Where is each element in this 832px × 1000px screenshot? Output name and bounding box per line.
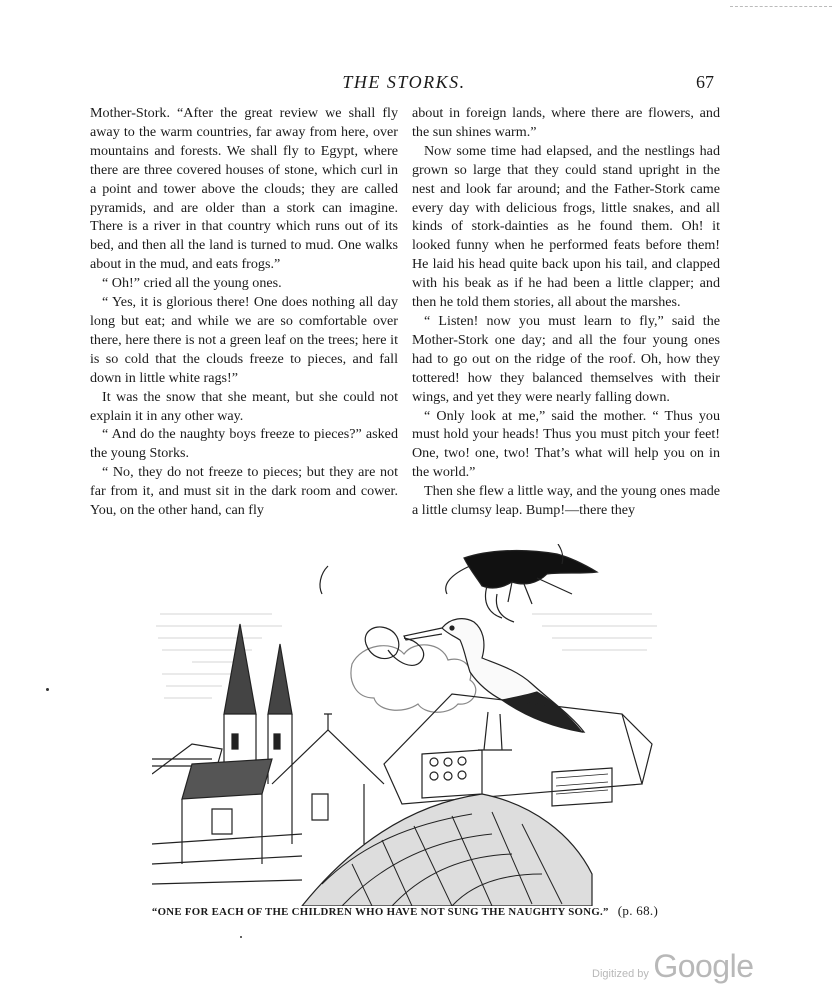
paragraph: Mother-Stork. “After the great review we shall fly away to the warm countries, far away from here, over mountains and forests. We shall fly to Egypt, where there are three covered houses of stone, which curl in a point and tower above the clouds; they are called pyramids, and are older than a stork can imagine. There is a river in that country which runs out of its bed, and then all the land is turned to mud. One walks about in the mud, and eats frogs.” (90, 105, 398, 273)
paragraph: “ Yes, it is glorious there! One does nothing all day long but eat; and while we are so comfortable over there, here there is not a green leaf on the trees; here it is so cold that the clouds freeze to pieces, and fall down in little white rags!” (90, 294, 398, 386)
left-column (90, 104, 398, 520)
paragraph: about in foreign lands, where there are flowers, and the sun shines warm.” (412, 105, 720, 140)
paragraph: “ No, they do not freeze to pieces; but they are not far from it, and must sit in the dark room and cower. You, on the other hand, can fly (90, 464, 398, 519)
stork-illustration (152, 544, 664, 906)
running-header (90, 72, 718, 94)
page-number: 67 (696, 72, 714, 92)
paragraph: Now some time had elapsed, and the nestlings had grown so large that they could stand upright in the nest and look far around; and the Father-Stork came every day with delicious frogs, little snakes, and all kinds of stork-dainties as he found them. Oh! it looked funny when he performed feats before them! He laid his head quite back upon his tail, and clapped with his beak as if he had been a little clapper; and then he told them stories, all about the marshes. (412, 142, 720, 311)
right-column (412, 104, 720, 520)
stray-mark (240, 936, 242, 938)
page-title: THE STORKS. (342, 72, 466, 92)
watermark-prefix: Digitized by (592, 968, 649, 980)
caption-text: “ONE FOR EACH OF THE CHILDREN WHO HAVE NOT SUNG THE NAUGHTY SONG.” (151, 906, 609, 918)
paragraph: “ Only look at me,” said the mother. “ Thus you must hold your heads! Thus you must pitch your feet! One, two! one, two! That’s what will help you on in the world.” (412, 407, 720, 481)
paragraph: “ And do the naughty boys freeze to pieces?” asked the young Storks. (90, 426, 398, 462)
illustration-caption (90, 903, 720, 919)
paragraph: Then she flew a little way, and the young ones made a little clumsy leap. Bump!—there they (412, 483, 720, 519)
paragraph: It was the snow that she meant, but she could not explain it in any other way. (90, 388, 398, 424)
caption-page-reference: (p. 68.) (617, 903, 659, 918)
paragraph: “ Listen! now you must learn to fly,” said the Mother-Stork one day; and all the four young ones had to go out on the ridge of the roof. Oh, how they tottered! how they balanced themselves with their wings, and yet they were nearly falling down. (412, 312, 720, 405)
google-logo: Google (653, 948, 754, 984)
top-dashed-rule (730, 6, 832, 7)
digitized-watermark (592, 948, 754, 985)
stray-mark (46, 688, 49, 691)
paragraph: “ Oh!” cried all the young ones. (102, 275, 282, 292)
